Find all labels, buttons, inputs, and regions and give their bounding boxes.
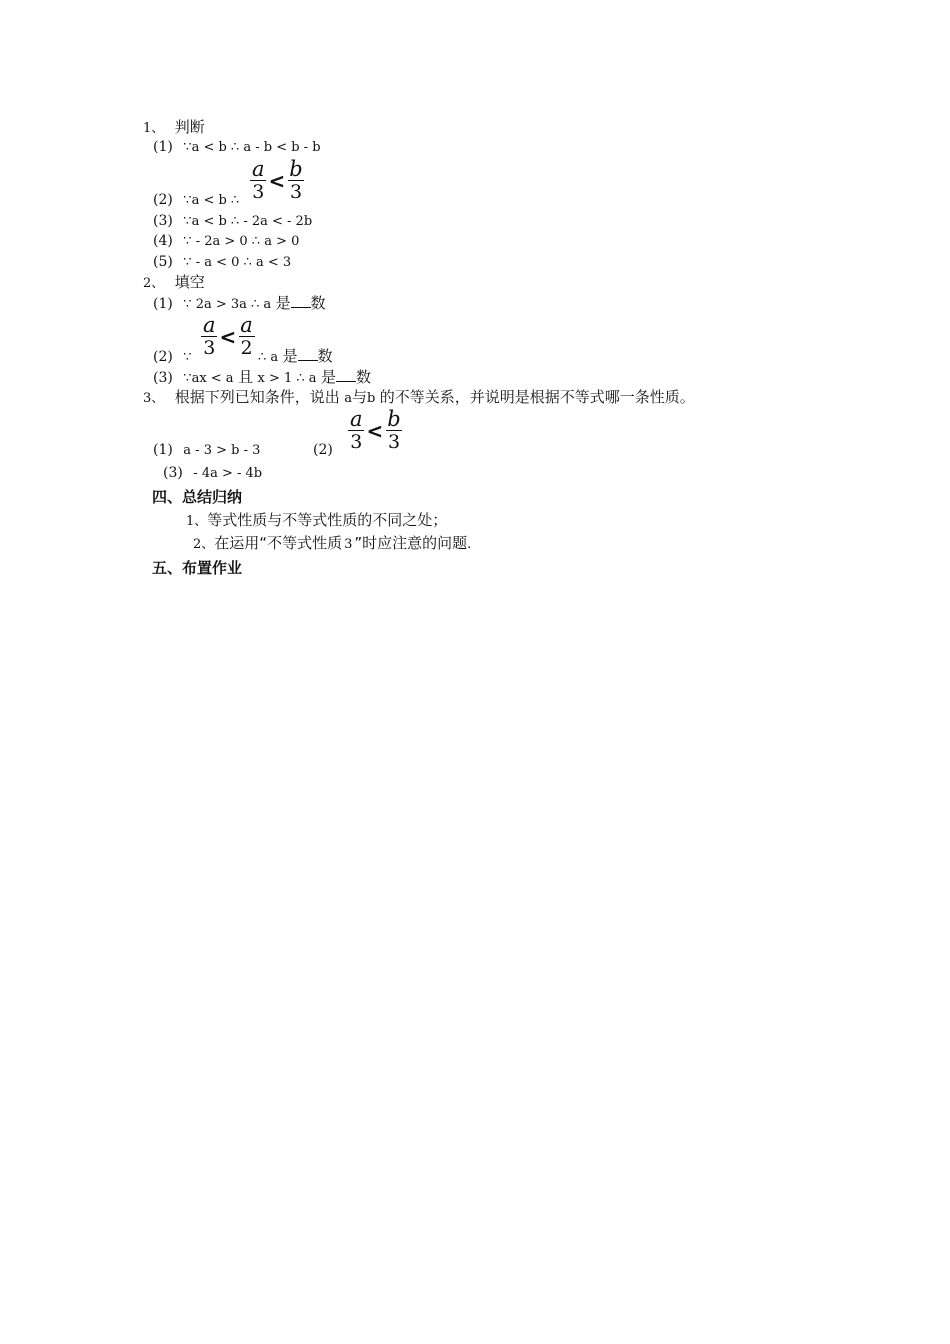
- numerator: a: [240, 313, 253, 337]
- denominator: 3: [350, 431, 363, 453]
- shu-text: 数: [310, 294, 326, 312]
- period: .: [467, 537, 472, 552]
- fraction-a-over-3: [250, 158, 267, 203]
- var-b: b: [366, 391, 376, 406]
- section3-number: 3、: [143, 391, 165, 406]
- s3-item-1: [153, 440, 260, 461]
- section1-number: 1、: [143, 121, 165, 136]
- s2-item-2-label: (2): [153, 349, 173, 365]
- var-a: a: [344, 391, 352, 406]
- s2-item-3-p1: ∵ax < a: [183, 371, 234, 386]
- qie-text: 且: [238, 368, 254, 386]
- denominator: 2: [240, 337, 253, 359]
- s4-point-1-number: 1、: [186, 514, 208, 529]
- s2-item-2: [153, 346, 333, 368]
- s1-item-2-fraction: [250, 158, 305, 203]
- shu-text: 数: [317, 347, 333, 365]
- denominator: 3: [252, 181, 265, 203]
- s4-point-2-text-3: 时应注意的问题: [362, 534, 468, 552]
- s1-item-5-expr: ∵ - a < 0 ∴ a < 3: [183, 255, 292, 270]
- s4-point-2-text-1: 在运用: [214, 534, 260, 552]
- yu-text: 与: [351, 388, 367, 406]
- s2-item-1-expr: ∵ 2a > 3a ∴ a: [183, 297, 272, 312]
- fill-blank: [291, 293, 311, 308]
- s3-item-2: [313, 440, 333, 460]
- s4-point-2-number: 2、: [193, 537, 215, 552]
- section1-title: 判断: [174, 118, 205, 136]
- fraction-a-over-3: [348, 408, 365, 453]
- fill-blank: [336, 367, 356, 382]
- section5-heading: 五、布置作业: [152, 559, 243, 577]
- section3-text-1: 根据下列已知条件，说出: [174, 388, 340, 406]
- s2-item-2-pre: ∵: [183, 350, 192, 365]
- s2-item-3-label: (3): [153, 370, 173, 386]
- s3-item-2-label: (2): [313, 442, 333, 458]
- fraction-b-over-3: [287, 158, 304, 203]
- s1-item-4: [153, 231, 299, 252]
- section2-title: 填空: [174, 273, 205, 291]
- shi-text: 是: [275, 294, 291, 312]
- s1-item-4-expr: ∵ - 2a > 0 ∴ a > 0: [183, 234, 300, 249]
- s2-item-2-post: ∴ a: [258, 350, 279, 365]
- section1-heading: [143, 117, 205, 139]
- property-number: 3: [344, 537, 353, 552]
- open-quote: “: [259, 534, 268, 552]
- section3-text-2: 的不等关系，并说明是根据不等式哪一条性质。: [379, 388, 695, 406]
- s3-item-3: [163, 463, 262, 484]
- s3-item-1-label: (1): [153, 442, 173, 458]
- shu-text: 数: [356, 368, 372, 386]
- s3-item-1-expr: a - 3 > b - 3: [183, 443, 261, 458]
- shi-text: 是: [282, 347, 298, 365]
- s4-point-1-text: 等式性质与不等式性质的不同之处；: [207, 511, 448, 529]
- s1-item-1: [153, 137, 321, 158]
- s1-item-2-expr: ∵a < b ∴: [183, 193, 240, 208]
- s1-item-1-expr: ∵a < b ∴ a - b < b - b: [183, 140, 321, 155]
- numerator: a: [252, 157, 265, 181]
- section3-heading: [143, 387, 695, 409]
- s2-item-1: [153, 293, 326, 315]
- s1-item-4-label: (4): [153, 233, 173, 249]
- s1-item-5: [153, 252, 291, 273]
- s3-item-3-label: (3): [163, 465, 183, 481]
- s1-item-2: [153, 190, 239, 211]
- s3-item-2-fraction: [348, 408, 403, 453]
- s1-item-3-expr: ∵a < b ∴ - 2a < - 2b: [183, 214, 313, 229]
- fraction-b-over-3: [385, 408, 402, 453]
- s1-item-1-label: (1): [153, 139, 173, 155]
- close-quote: ”: [354, 534, 363, 552]
- s3-item-3-expr: - 4a > - 4b: [193, 466, 263, 481]
- numerator: b: [387, 407, 401, 431]
- shi-text: 是: [320, 368, 336, 386]
- fill-blank: [298, 346, 318, 361]
- less-than-sign: <: [366, 418, 384, 443]
- s1-item-3: [153, 211, 312, 232]
- s4-point-2: [193, 533, 471, 555]
- s2-item-1-label: (1): [153, 296, 173, 312]
- s2-item-3: [153, 367, 371, 389]
- s4-point-1: [186, 510, 447, 532]
- s4-point-2-text-2: 不等式性质: [267, 534, 343, 552]
- section4-heading: 四、总结归纳: [152, 488, 243, 506]
- s2-item-3-p2: x > 1 ∴ a: [257, 371, 317, 386]
- numerator: b: [289, 157, 303, 181]
- less-than-sign: <: [268, 168, 286, 193]
- section2-number: 2、: [143, 276, 165, 291]
- denominator: 3: [387, 431, 401, 453]
- s1-item-5-label: (5): [153, 254, 173, 270]
- numerator: a: [350, 407, 363, 431]
- s1-item-3-label: (3): [153, 213, 173, 229]
- denominator: 3: [289, 181, 303, 203]
- less-than-sign: <: [219, 324, 237, 349]
- denominator: 3: [203, 337, 216, 359]
- section2-heading: [143, 272, 205, 294]
- s1-item-2-label: (2): [153, 192, 173, 208]
- numerator: a: [203, 313, 216, 337]
